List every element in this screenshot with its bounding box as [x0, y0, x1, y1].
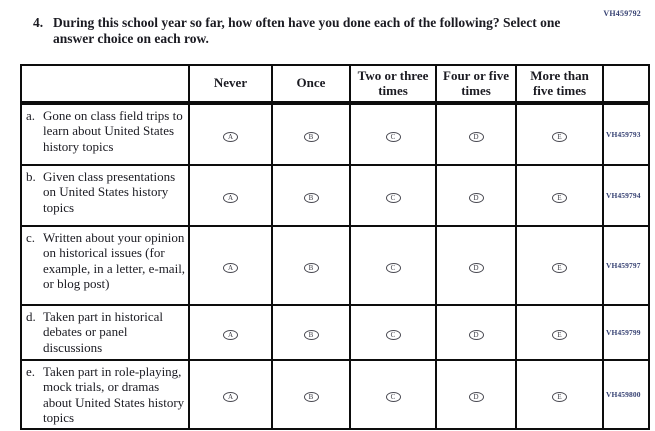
row-code: VH459800 [603, 360, 649, 429]
radio-c-more-than-five[interactable]: E [552, 263, 567, 273]
radio-e-never[interactable]: A [223, 392, 238, 402]
row-label: Gone on class field trips to learn about United States history topics [43, 108, 183, 154]
row-code: VH459799 [603, 305, 649, 360]
row-label: Taken part in role-playing, mock trials, or dramas about United States history topics [43, 364, 185, 425]
header-two-or-three-times: Two or three times [350, 65, 436, 103]
row-label: Taken part in historical debates or panel discussions [43, 309, 164, 355]
row-code: VH459794 [603, 165, 649, 226]
question-number: 4. [33, 15, 44, 30]
question-text: During this school year so far, how often have you done each of the following? Select one answer choice on each row. [53, 15, 561, 47]
radio-b-more-than-five[interactable]: E [552, 193, 567, 203]
header-blank [21, 65, 189, 103]
radio-b-four-or-five[interactable]: D [469, 193, 484, 203]
row-code: VH459797 [603, 226, 649, 305]
header-code-blank [603, 65, 649, 103]
radio-b-once[interactable]: B [304, 193, 319, 203]
header-row [21, 65, 649, 103]
row-label: Given class presentations on United States history topics [43, 169, 176, 215]
radio-e-two-or-three[interactable]: C [386, 392, 401, 402]
row-code: VH459793 [603, 103, 649, 165]
row-letter: a. [26, 108, 36, 124]
radio-d-never[interactable]: A [223, 330, 238, 340]
radio-a-never[interactable]: A [223, 132, 238, 142]
page-accession-code: VH459792 [603, 9, 641, 18]
radio-e-once[interactable]: B [304, 392, 319, 402]
radio-c-two-or-three[interactable]: C [386, 263, 401, 273]
header-four-or-five-times: Four or five times [436, 65, 516, 103]
radio-c-four-or-five[interactable]: D [469, 263, 484, 273]
radio-d-once[interactable]: B [304, 330, 319, 340]
radio-b-never[interactable]: A [223, 193, 238, 203]
row-label: Written about your opinion on historical issues (for example, in a letter, e-mail, or blog post) [43, 230, 186, 291]
table-row-c [21, 226, 649, 305]
header-more-than-five-times: More than five times [516, 65, 603, 103]
header-once: Once [272, 65, 350, 103]
question [33, 15, 573, 48]
row-letter: c. [26, 230, 36, 246]
row-letter: e. [26, 364, 36, 380]
radio-d-four-or-five[interactable]: D [469, 330, 484, 340]
table-row-e [21, 360, 649, 429]
radio-c-never[interactable]: A [223, 263, 238, 273]
radio-d-more-than-five[interactable]: E [552, 330, 567, 340]
frequency-response-table [20, 64, 650, 430]
radio-e-more-than-five[interactable]: E [552, 392, 567, 402]
radio-e-four-or-five[interactable]: D [469, 392, 484, 402]
radio-a-once[interactable]: B [304, 132, 319, 142]
table-row-a [21, 103, 649, 165]
table-row-b [21, 165, 649, 226]
radio-b-two-or-three[interactable]: C [386, 193, 401, 203]
header-never: Never [189, 65, 272, 103]
table-row-d [21, 305, 649, 360]
radio-c-once[interactable]: B [304, 263, 319, 273]
row-letter: d. [26, 309, 36, 325]
row-letter: b. [26, 169, 36, 185]
radio-a-more-than-five[interactable]: E [552, 132, 567, 142]
radio-a-two-or-three[interactable]: C [386, 132, 401, 142]
radio-a-four-or-five[interactable]: D [469, 132, 484, 142]
radio-d-two-or-three[interactable]: C [386, 330, 401, 340]
